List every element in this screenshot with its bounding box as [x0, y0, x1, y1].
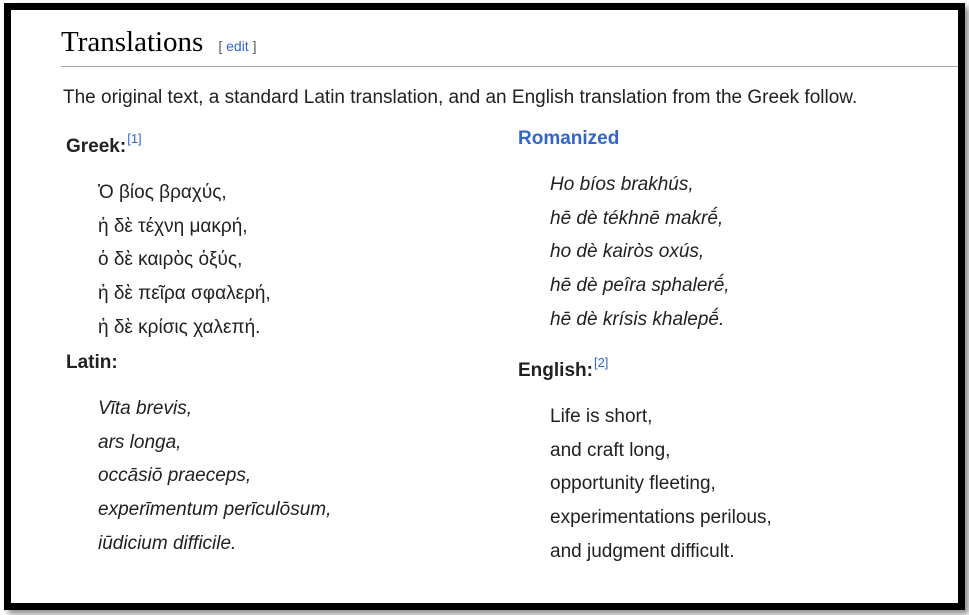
- english-line: experimentations perilous,: [550, 507, 772, 529]
- latin-lines: [66, 392, 331, 561]
- romanized-line: hē dè tékhnē makrḗ,: [550, 207, 724, 229]
- greek-line: ἡ δὲ πεῖρα σφαλερή,: [98, 283, 271, 305]
- edit-bracket-close: ]: [248, 38, 257, 54]
- romanized-link[interactable]: Romanized: [518, 128, 620, 149]
- content-frame: [4, 3, 965, 610]
- latin-line: ars longa,: [98, 431, 182, 453]
- english-lines: [518, 400, 772, 569]
- english-line: and judgment difficult.: [550, 540, 735, 562]
- english-label: [518, 351, 772, 383]
- greek-line: Ὁ βίος βραχύς,: [98, 182, 227, 203]
- greek-ref-link[interactable]: [1]: [127, 131, 142, 146]
- intro-text: The original text, a standard Latin translation, and an English translation from the Greek follow.: [63, 87, 858, 108]
- romanized-line: hē dè peîra sphalerḗ,: [550, 275, 730, 297]
- greek-lines: [66, 176, 271, 345]
- romanized-line: ho dè kairòs oxús,: [550, 241, 705, 263]
- english-ref-link[interactable]: [2]: [593, 355, 609, 370]
- section-title: Translations: [61, 26, 204, 58]
- greek-label: [66, 127, 271, 159]
- romanized-block: [518, 127, 730, 337]
- greek-block: [66, 127, 271, 345]
- edit-bracket-open: [: [218, 38, 227, 54]
- greek-line: ἡ δὲ κρίσις χαλεπή.: [98, 316, 261, 338]
- greek-line: ὁ δὲ καιρὸς ὀξύς,: [98, 249, 243, 271]
- latin-label: Latin:: [66, 352, 118, 373]
- latin-line: Vīta brevis,: [98, 398, 192, 419]
- english-line: and craft long,: [550, 439, 671, 461]
- greek-label-text: Greek:: [66, 136, 127, 157]
- edit-link[interactable]: edit: [226, 38, 249, 54]
- latin-block: [66, 351, 331, 561]
- edit-section: [218, 38, 256, 54]
- romanized-line: hē dè krísis khalepḗ.: [550, 308, 725, 330]
- english-block: [518, 351, 772, 569]
- section-heading-row: [61, 22, 958, 67]
- romanized-lines: [518, 168, 730, 337]
- english-line: opportunity fleeting,: [550, 473, 716, 495]
- english-line: Life is short,: [550, 406, 653, 427]
- latin-line: iūdicium difficile.: [98, 532, 237, 554]
- english-label-text: English:: [518, 360, 593, 381]
- latin-line: occāsiō praeceps,: [98, 465, 252, 487]
- greek-line: ἡ δὲ τέχνη μακρή,: [98, 215, 248, 237]
- romanized-line: Ho bíos brakhús,: [550, 174, 694, 195]
- latin-line: experīmentum perīculōsum,: [98, 499, 332, 521]
